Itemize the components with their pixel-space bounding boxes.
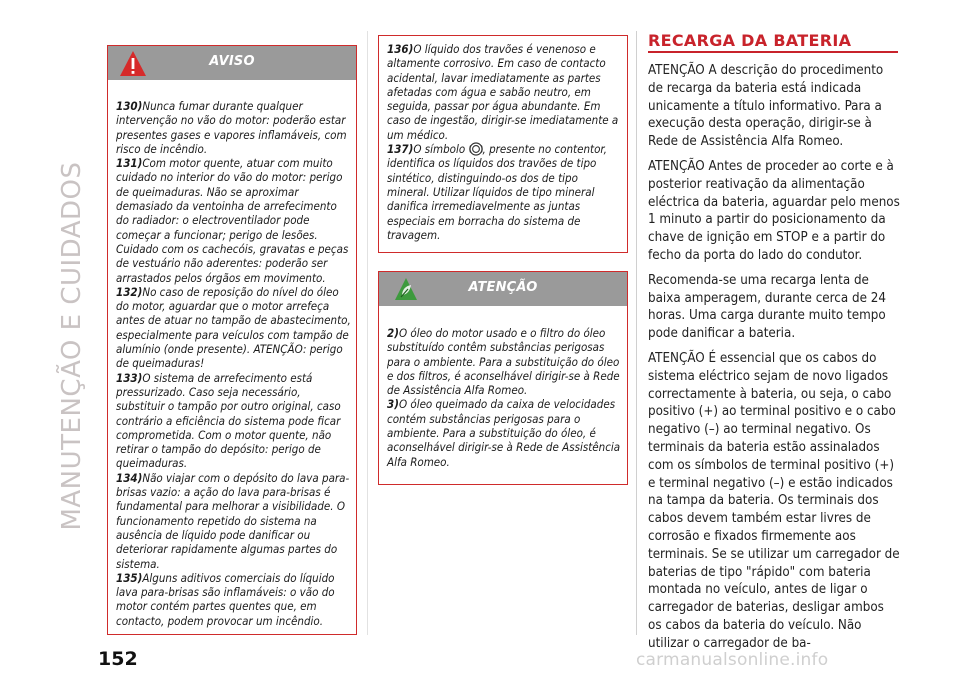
continued-warning-box — [378, 35, 628, 253]
list-item: 131)Com motor quente, atuar com muito cuidado no interior do vão do motor: perigo de queimaduras. Não se aproximar demasiado da ventoinha de arrefecimento do radiador: o electroventilador pode começar a funcionar; perigo de lesões. Cuidado com os cachecóis, gravatas e peças de vestuário não aderentes: poderão ser arrastados pelos órgãos em movimento. — [116, 156, 349, 285]
column-divider — [636, 31, 637, 635]
list-item: 135)Alguns aditivos comerciais do líquido lava para-brisas são inflamáveis: o vão do motor contém partes quentes que, em contacto, podem provocar um incêndio. — [116, 570, 335, 628]
list-item: 133)O sistema de arrefecimento está pressurizado. Caso seja necessário, substituir o tampão por outro original, caso contrário a eficiência do sistema pode ficar comprometida. Com o motor quente, não retirar o tampão do depósito: perigo de queimaduras. — [116, 370, 341, 471]
list-item: 130)Nunca fumar durante qualquer intervenção no vão do motor: poderão estar presentes gases e vapores inflamáveis, com risco de incêndio. — [116, 99, 347, 156]
atencao-environment-box — [378, 271, 628, 485]
section-sidebar-title: MANUTENÇÃO E CUIDADOS — [57, 161, 87, 531]
column-divider — [367, 31, 368, 635]
list-item: 137)O símbolo , presente no contentor, identifica os líquidos dos travões de tipo sintético, distinguindo-os dos de tipo mineral. Utilizar líquidos de tipo mineral danifica irremediavelmente as juntas especiais em borracha do sistema de travagem. — [387, 142, 607, 242]
aviso-body — [116, 99, 351, 628]
recarga-body — [648, 62, 900, 660]
list-item: 3)O óleo queimado da caixa de velocidades contém substâncias perigosas para o ambiente. Para a substituição do óleo, é aconselhável dirigir-se à Rede de Assistência Alfa Romeo. — [387, 397, 621, 469]
list-item: 136)O líquido dos travões é venenoso e altamente corrosivo. Em caso de contacto acidental, lavar imediatamente as partes afetadas com água e sabão neutro, em seguida, passar por água abundante. Em caso de ingestão, dirigir-se imediatamente a um médico. — [387, 42, 619, 142]
list-item: 132)No caso de reposição do nível do óleo do motor, aguardar que o motor arrefeça antes de atuar no tampão de abastecimento, especialmente para veículos com tampão de alumínio (onde presente). ATENÇÃO: perigo de queimaduras! — [116, 284, 351, 371]
list-item: 134)Não viajar com o depósito do lava para-brisas vazio: a ação do lava para-brisas é fundamental para melhorar a visibilidade. O funcionamento repetido do sistema na ausência de líquido pode danificar ou deteriorar rapidamente algumas partes do sistema. — [116, 470, 350, 571]
atencao-body — [387, 326, 622, 469]
footer-watermark: carmanualsonline.info — [636, 650, 829, 670]
atencao-title: ATENÇÃO — [468, 280, 538, 295]
paragraph: ATENÇÃO Antes de proceder ao corte e à posterior reativação da alimentação eléctrica da bateria, aguardar pelo menos 1 minuto a partir do posicionamento da chave de ignição em STOP e a partir do fecho da porta do lado do condutor. — [648, 158, 900, 263]
paragraph: ATENÇÃO É essencial que os cabos do sistema eléctrico sejam de novo ligados correctamente à bateria, ou seja, o cabo positivo (+) ao terminal positivo e o cabo negativo (–) ao terminal negativo. Os terminais da bateria estão assinalados com os símbolos de terminal positivo (+) e terminal negativo (–) e estão indicados na tampa da bateria. Os terminais dos cabos devem também estar livres de corrosão e fixados firmemente aos terminais. Se se utilizar um carregador de baterias de tipo "rápido" com bateria montada no veículo, antes de ligar o carregador de baterias, desligar ambos os cabos da bateria do veículo. Não utilizar o carregador de ba- — [648, 350, 900, 651]
aviso-title: AVISO — [209, 54, 255, 69]
continued-warning-body — [387, 42, 622, 242]
atencao-header — [379, 272, 627, 306]
aviso-header — [108, 46, 356, 80]
paragraph: Recomenda-se uma recarga lenta de baixa amperagem, durante cerca de 24 horas. Uma carga durante muito tempo pode danificar a bateria. — [648, 272, 886, 342]
list-item: 2)O óleo do motor usado e o filtro do óleo substituído contêm substâncias perigosas para o ambiente. Para a substituição do óleo e dos filtros, é aconselhável dirigir-se à Rede de Assistência Alfa Romeo. — [387, 326, 620, 398]
heading-rule — [648, 51, 898, 53]
paragraph: ATENÇÃO A descrição do procedimento de recarga da bateria está indicada unicamente a título informativo. Para a execução desta operação, dirigir-se à Rede de Assistência Alfa Romeo. — [648, 63, 884, 150]
page-number: 152 — [98, 648, 138, 670]
aviso-warning-box — [107, 45, 357, 635]
section-heading: RECARGA DA BATERIA — [648, 31, 852, 50]
brake-fluid-symbol-icon — [469, 142, 483, 156]
